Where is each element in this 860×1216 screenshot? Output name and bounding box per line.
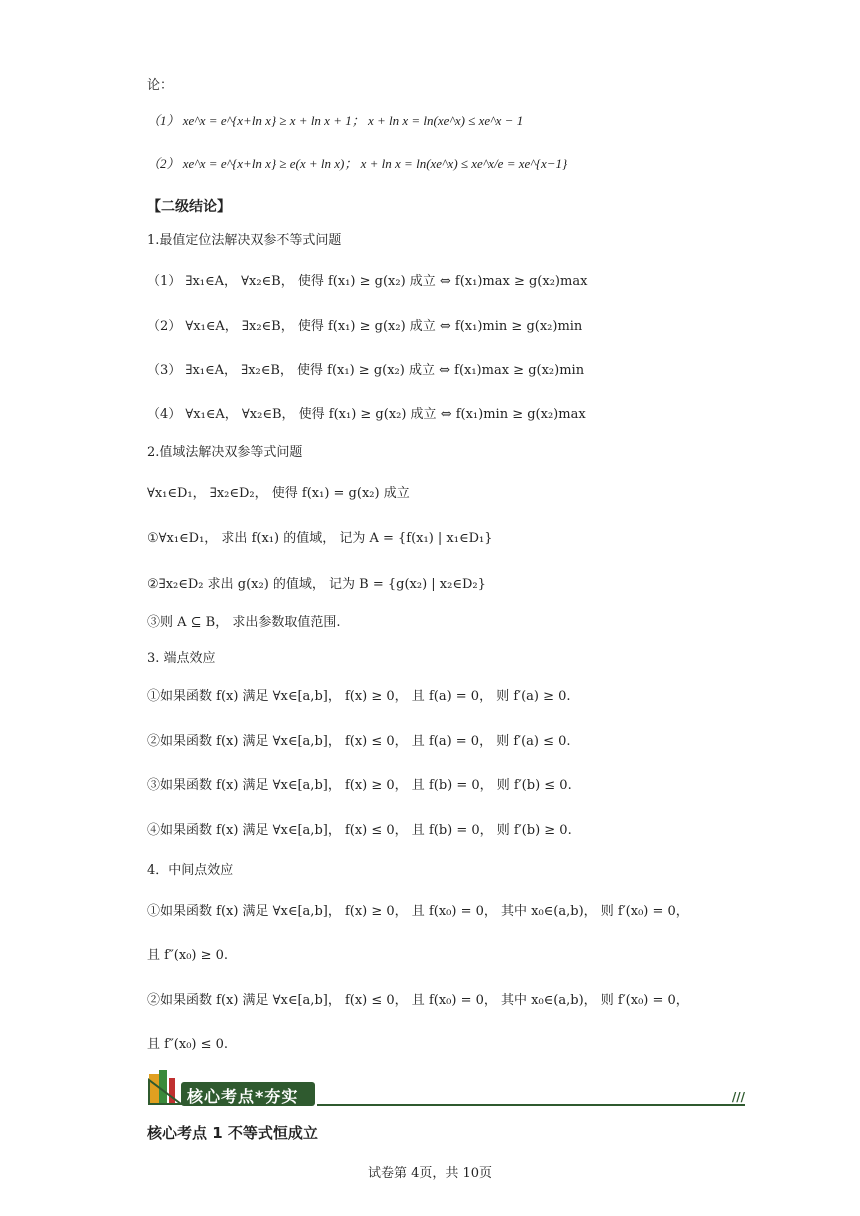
- text-line: 且 f″(x₀) ≥ 0.: [147, 948, 229, 963]
- text-line: 4．中间点效应: [147, 863, 234, 878]
- text-line: ①如果函数 f(x) 满足 ∀x∈[a,b]， f(x) ≥ 0， 且 f(a) = 0， 则 f′(a) ≥ 0.: [147, 689, 571, 704]
- text-line: 1.最值定位法解决双参不等式问题: [147, 233, 342, 248]
- text-line: ①∀x₁∈D₁， 求出 f(x₁) 的值域， 记为 A = {f(x₁) | x₁∈D₁}: [147, 531, 493, 546]
- text-line: （2） ∀x₁∈A， ∃x₂∈B， 使得 f(x₁) ≥ g(x₂) 成立 ⇔ f(x₁)min ≥ g(x₂)min: [147, 319, 583, 334]
- text-line: 论：: [147, 78, 174, 93]
- text-line: ∀x₁∈D₁， ∃x₂∈D₂， 使得 f(x₁) = g(x₂) 成立: [147, 486, 410, 501]
- text-line: ④如果函数 f(x) 满足 ∀x∈[a,b]， f(x) ≤ 0， 且 f(b) = 0， 则 f′(b) ≥ 0.: [147, 823, 572, 838]
- text-line: ①如果函数 f(x) 满足 ∀x∈[a,b]， f(x) ≥ 0， 且 f(x₀) = 0， 其中 x₀∈(a,b)， 则 f′(x₀) = 0，: [147, 904, 689, 919]
- section-title: 核心考点 1 不等式恒成立: [147, 1124, 318, 1142]
- formula-line: （1） xe^x = e^{x+ln x} ≥ x + ln x + 1； x + ln x = ln(xe^x) ≤ xe^x − 1: [147, 113, 524, 128]
- text-line: ③则 A ⊆ B， 求出参数取值范围.: [147, 615, 341, 630]
- text-line: （1） ∃x₁∈A， ∀x₂∈B， 使得 f(x₁) ≥ g(x₂) 成立 ⇔ f(x₁)max ≥ g(x₂)max: [147, 274, 588, 289]
- text-line: 2.值域法解决双参等式问题: [147, 445, 303, 460]
- subsection-heading: 【二级结论】: [147, 199, 231, 215]
- text-line: （3） ∃x₁∈A， ∃x₂∈B， 使得 f(x₁) ≥ g(x₂) 成立 ⇔ f(x₁)max ≥ g(x₂)min: [147, 363, 585, 378]
- banner-divider: [317, 1104, 745, 1106]
- banner-title: 核心考点*夯实: [187, 1087, 299, 1106]
- text-line: ②∃x₂∈D₂ 求出 g(x₂) 的值域， 记为 B = {g(x₂) | x₂∈D₂}: [147, 577, 486, 592]
- text-line: 且 f″(x₀) ≤ 0.: [147, 1037, 229, 1052]
- text-line: ②如果函数 f(x) 满足 ∀x∈[a,b]， f(x) ≤ 0， 且 f(x₀) = 0， 其中 x₀∈(a,b)， 则 f′(x₀) = 0，: [147, 993, 689, 1008]
- text-line: ②如果函数 f(x) 满足 ∀x∈[a,b]， f(x) ≤ 0， 且 f(a) = 0， 则 f′(a) ≤ 0.: [147, 734, 571, 749]
- text-line: ③如果函数 f(x) 满足 ∀x∈[a,b]， f(x) ≥ 0， 且 f(b) = 0， 则 f′(b) ≤ 0.: [147, 778, 572, 793]
- banner-slashes: ///: [731, 1090, 745, 1104]
- text-line: 3. 端点效应: [147, 651, 216, 666]
- section-banner: [147, 1066, 745, 1106]
- formula-line: （2） xe^x = e^{x+ln x} ≥ e(x + ln x)； x + ln x = ln(xe^x) ≤ xe^x/e = xe^{x−1}: [147, 156, 568, 171]
- page-footer: 试卷第 4页，共 10页: [367, 1166, 493, 1181]
- text-line: （4） ∀x₁∈A， ∀x₂∈B， 使得 f(x₁) ≥ g(x₂) 成立 ⇔ f(x₁)min ≥ g(x₂)max: [147, 407, 586, 422]
